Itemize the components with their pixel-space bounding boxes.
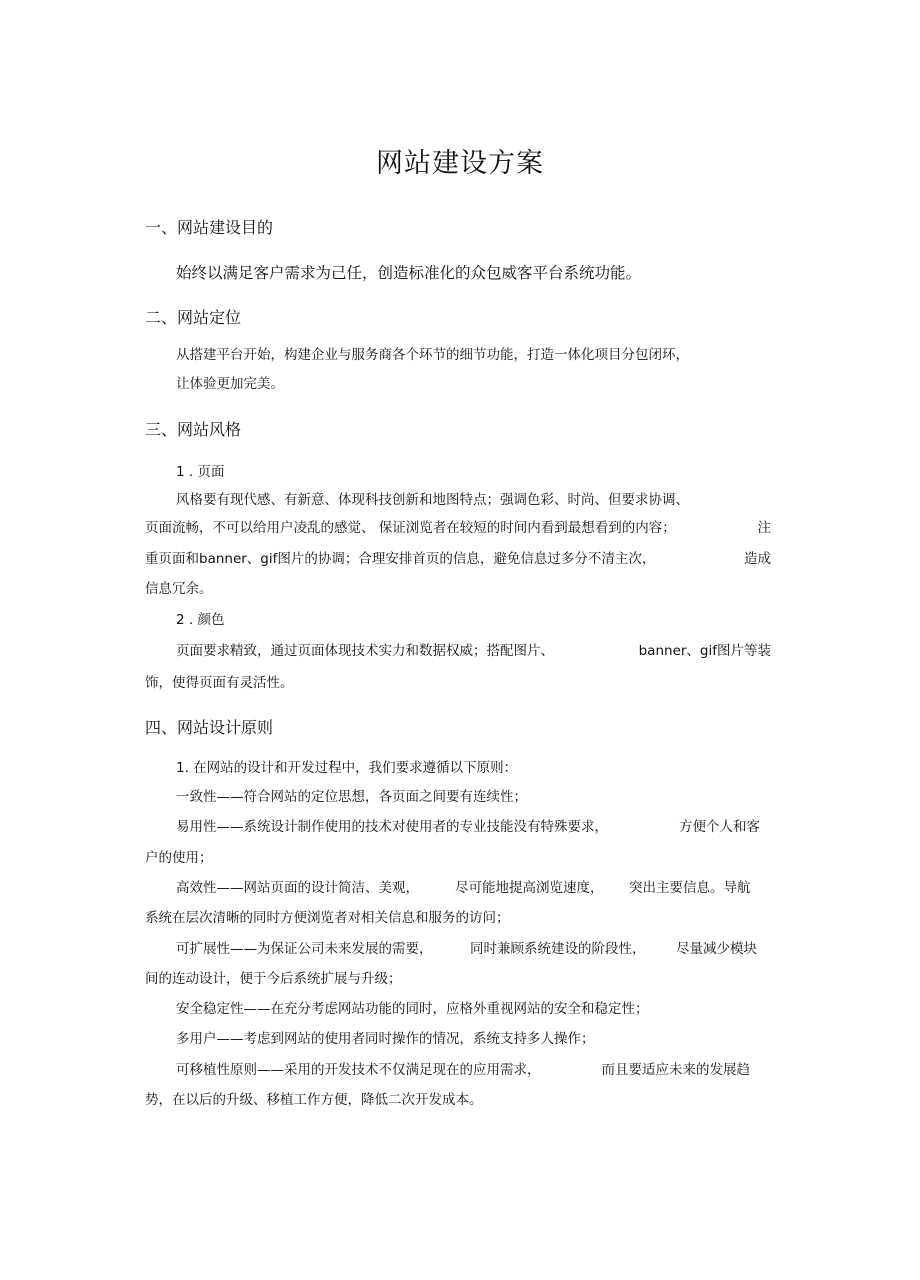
- principle-usability-text: 易用性——系统设计制作使用的技术对使用者的专业技能没有特殊要求，: [176, 819, 608, 835]
- style-paragraph-line-2: [145, 517, 771, 539]
- principle-efficiency-line-2: 系统在层次清晰的同时方便浏览者对相关信息和服务的访问；: [145, 910, 510, 926]
- section-1-paragraph: 始终以满足客户需求为己任，创造标准化的众包威客平台系统功能。: [176, 264, 642, 282]
- principle-usability-line-1: [176, 816, 760, 838]
- principle-usability-line-2: 户的使用；: [145, 850, 213, 866]
- style-paragraph-line-3: [145, 548, 771, 570]
- style-paragraph-line-2-text: 页面流畅，不可以给用户凌乱的感觉、 保证浏览者在较短的时间内看到最想看到的内容；: [145, 520, 676, 536]
- principles-intro: 1. 在网站的设计和开发过程中，我们要求遵循以下原则：: [176, 760, 518, 776]
- principle-efficiency-part-3: 突出主要信息。导航: [629, 880, 751, 896]
- principle-portability-line-1: [176, 1059, 750, 1081]
- principle-extensibility-line-2: 间的连动设计，便于今后系统扩展与升级；: [145, 971, 402, 987]
- principle-consistency: 一致性——符合网站的定位思想，各页面之间要有连续性；: [176, 789, 527, 805]
- section-2-line-2: 让体验更加完美。: [176, 376, 284, 392]
- style-paragraph-line-3-text: 重页面和banner、gif图片的协调；合理安排首页的信息，避免信息过多分不清主次，: [145, 551, 656, 567]
- principle-portability-line-2: 势，在以后的升级、移植工作方便，降低二次开发成本。: [145, 1092, 483, 1108]
- style-paragraph-line-2-end: 注: [757, 520, 771, 536]
- style-paragraph-line-4: 信息冗余。: [145, 581, 213, 597]
- principle-security: 安全稳定性——在充分考虑网站功能的同时，应格外重视网站的安全和稳定性；: [176, 1001, 649, 1017]
- principle-extensibility-part-1: 可扩展性——为保证公司未来发展的需要，: [176, 941, 433, 957]
- section-2-heading: 二、网站定位: [145, 308, 242, 327]
- principle-portability-end: 而且要适应未来的发展趋: [601, 1062, 750, 1078]
- principle-extensibility-part-2: 同时兼顾系统建设的阶段性，: [470, 941, 646, 957]
- style-paragraph-line-1: 风格要有现代感、有新意、体现科技创新和地图特点；强调色彩、时尚、但要求协调、: [176, 492, 689, 508]
- section-1-heading: 一、网站建设目的: [145, 218, 274, 237]
- principle-efficiency-part-1: 高效性——网站页面的设计简洁、美观，: [176, 880, 419, 896]
- color-paragraph-line-2: 饰，使得页面有灵活性。: [145, 675, 294, 691]
- subsection-color-heading: 2 . 颜色: [176, 612, 225, 628]
- document-title: 网站建设方案: [376, 148, 544, 179]
- style-paragraph-line-3-end: 造成: [744, 551, 771, 567]
- section-2-line-1: 从搭建平台开始，构建企业与服务商各个环节的细节功能，打造一体化项目分包闭环，: [176, 347, 689, 363]
- color-paragraph-line-1: [176, 640, 771, 662]
- subsection-page-heading: 1 . 页面: [176, 464, 225, 480]
- section-3-heading: 三、网站风格: [145, 420, 242, 439]
- color-paragraph-line-1-text: 页面要求精致，通过页面体现技术实力和数据权威；搭配图片、: [176, 643, 554, 659]
- section-4-heading: 四、网站设计原则: [145, 718, 274, 737]
- principle-extensibility-part-3: 尽量减少模块: [676, 941, 757, 957]
- principle-efficiency-part-2: 尽可能地提高浏览速度，: [455, 880, 604, 896]
- principle-usability-end: 方便个人和客: [679, 819, 760, 835]
- principle-portability-text: 可移植性原则——采用的开发技术不仅满足现在的应用需求，: [176, 1062, 541, 1078]
- color-paragraph-line-1-end: banner、gif图片等装: [638, 643, 771, 659]
- principle-multi-user: 多用户——考虑到网站的使用者同时操作的情况，系统支持多人操作；: [176, 1031, 595, 1047]
